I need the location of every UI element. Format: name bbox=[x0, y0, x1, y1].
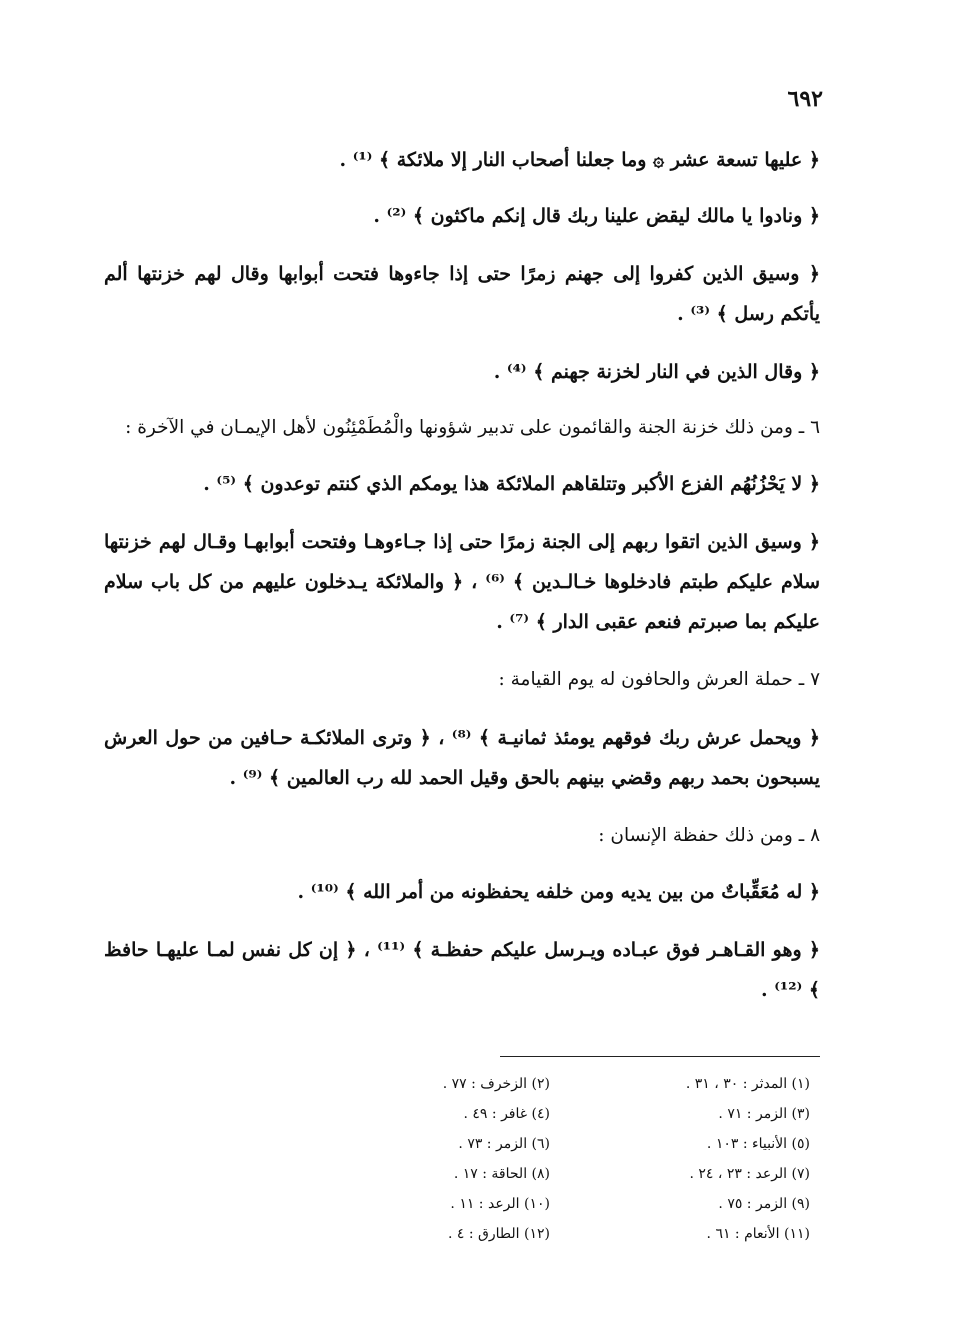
footnote-4: (٤) غافر : ٤٩ . bbox=[463, 1106, 550, 1122]
paragraph-verse-2: ﴿ ونادوا يا مالك ليقض علينا ربك قال إنكم ماكثون ﴾ ⁽²⁾ . bbox=[373, 205, 820, 227]
footnote-7: (٧) الرعد : ٢٣ ، ٢٤ . bbox=[689, 1166, 810, 1182]
footnote-2: (٢) الزخرف : ٧٧ . bbox=[442, 1076, 550, 1092]
footnote-8: (٨) الحاقة : ١٧ . bbox=[453, 1166, 550, 1182]
section-heading-8: ٨ ـ ومن ذلك حفظة الإنسان : bbox=[598, 825, 820, 846]
paragraph-verse-6-7: ﴿ وسيق الذين اتقوا ربهم إلى الجنة زمرًا حتى إذا جـاءوهـا وفتحت أبوابهـا وقـال لهم خزنتها سلام عليكم طبتم فادخلوها خـالـدين ﴾ ⁽⁶⁾ ، ﴿ والملائكة يـدخلون عليهم من كل باب سلام عليكم بما صبرتم فنعم عقبى الدار ﴾ ⁽⁷⁾ . bbox=[104, 531, 821, 633]
paragraph-verse-1: ﴿ عليها تسعة عشر ۞ وما جعلنا أصحاب النار إلا ملائكة ﴾ ⁽¹⁾ . bbox=[339, 149, 820, 171]
paragraph-verse-8-9: ﴿ ويحمل عرش ربك فوقهم يومئذ ثمانيـة ﴾ ⁽⁸⁾ ، ﴿ وترى الملائكـة حـافين من حول العرش يسبحون بحمد ربهم وقضي بينهم بالحق وقيل الحمد لله رب العالمين ﴾ ⁽⁹⁾ . bbox=[104, 727, 820, 789]
footnote-3: (٣) الزمر : ٧١ . bbox=[718, 1106, 810, 1122]
page-number: ٦٩٢ bbox=[787, 86, 823, 112]
paragraph-verse-4: ﴿ وقال الذين في النار لخزنة جهنم ﴾ ⁽⁴⁾ . bbox=[493, 361, 820, 383]
paragraph-verse-11-12: ﴿ وهو القـاهـر فوق عبـاده ويـرسل عليكم حفظـة ﴾ ⁽¹¹⁾ ، ﴿ إن كل نفس لمـا عليهـا حافظ ﴾ ⁽¹²⁾ . bbox=[104, 939, 820, 1001]
paragraph-verse-10: ﴿ له مُعَقِّباتٌ من بين يديه ومن خلفه يحفظونه من أمر الله ﴾ ⁽¹⁰⁾ . bbox=[297, 881, 820, 903]
paragraph-verse-3: ﴿ وسيق الذين كفروا إلى جهنم زمرًا حتى إذا جاءوها فتحت أبوابها وقال لهم خزنتها ألم يأتكم رسل ﴾ ⁽³⁾ . bbox=[104, 263, 820, 325]
footnote-divider bbox=[500, 1056, 820, 1057]
section-heading-7: ٧ ـ حملة العرش والحافون له يوم القيامة : bbox=[498, 669, 820, 690]
footnote-1: (١) المدثر : ٣٠ ، ٣١ . bbox=[685, 1076, 810, 1092]
footnotes bbox=[300, 1072, 810, 1246]
paragraph-verse-5: ﴿ لا يَحْزُنُهُم الفزع الأكبر وتتلقاهم الملائكة هذا يومكم الذي كنتم توعدون ﴾ ⁽⁵⁾ . bbox=[203, 473, 820, 495]
footnote-10: (١٠) الرعد : ١١ . bbox=[450, 1196, 550, 1212]
footnote-6: (٦) الزمر : ٧٣ . bbox=[458, 1136, 550, 1152]
body-text bbox=[104, 142, 820, 1030]
footnote-9: (٩) الزمر : ٧٥ . bbox=[718, 1196, 810, 1212]
footnote-5: (٥) الأنبياء : ١٠٣ . bbox=[706, 1136, 810, 1152]
footnote-11: (١١) الأنعام : ٦١ . bbox=[706, 1226, 810, 1242]
footnote-12: (١٢) الطارق : ٤ . bbox=[447, 1226, 550, 1242]
section-heading-6: ٦ ـ ومن ذلك خزنة الجنة والقائمون على تدبير شؤونها والْمُطَمْئِنُون لأهل الإيمـان في الآخرة : bbox=[125, 417, 820, 438]
